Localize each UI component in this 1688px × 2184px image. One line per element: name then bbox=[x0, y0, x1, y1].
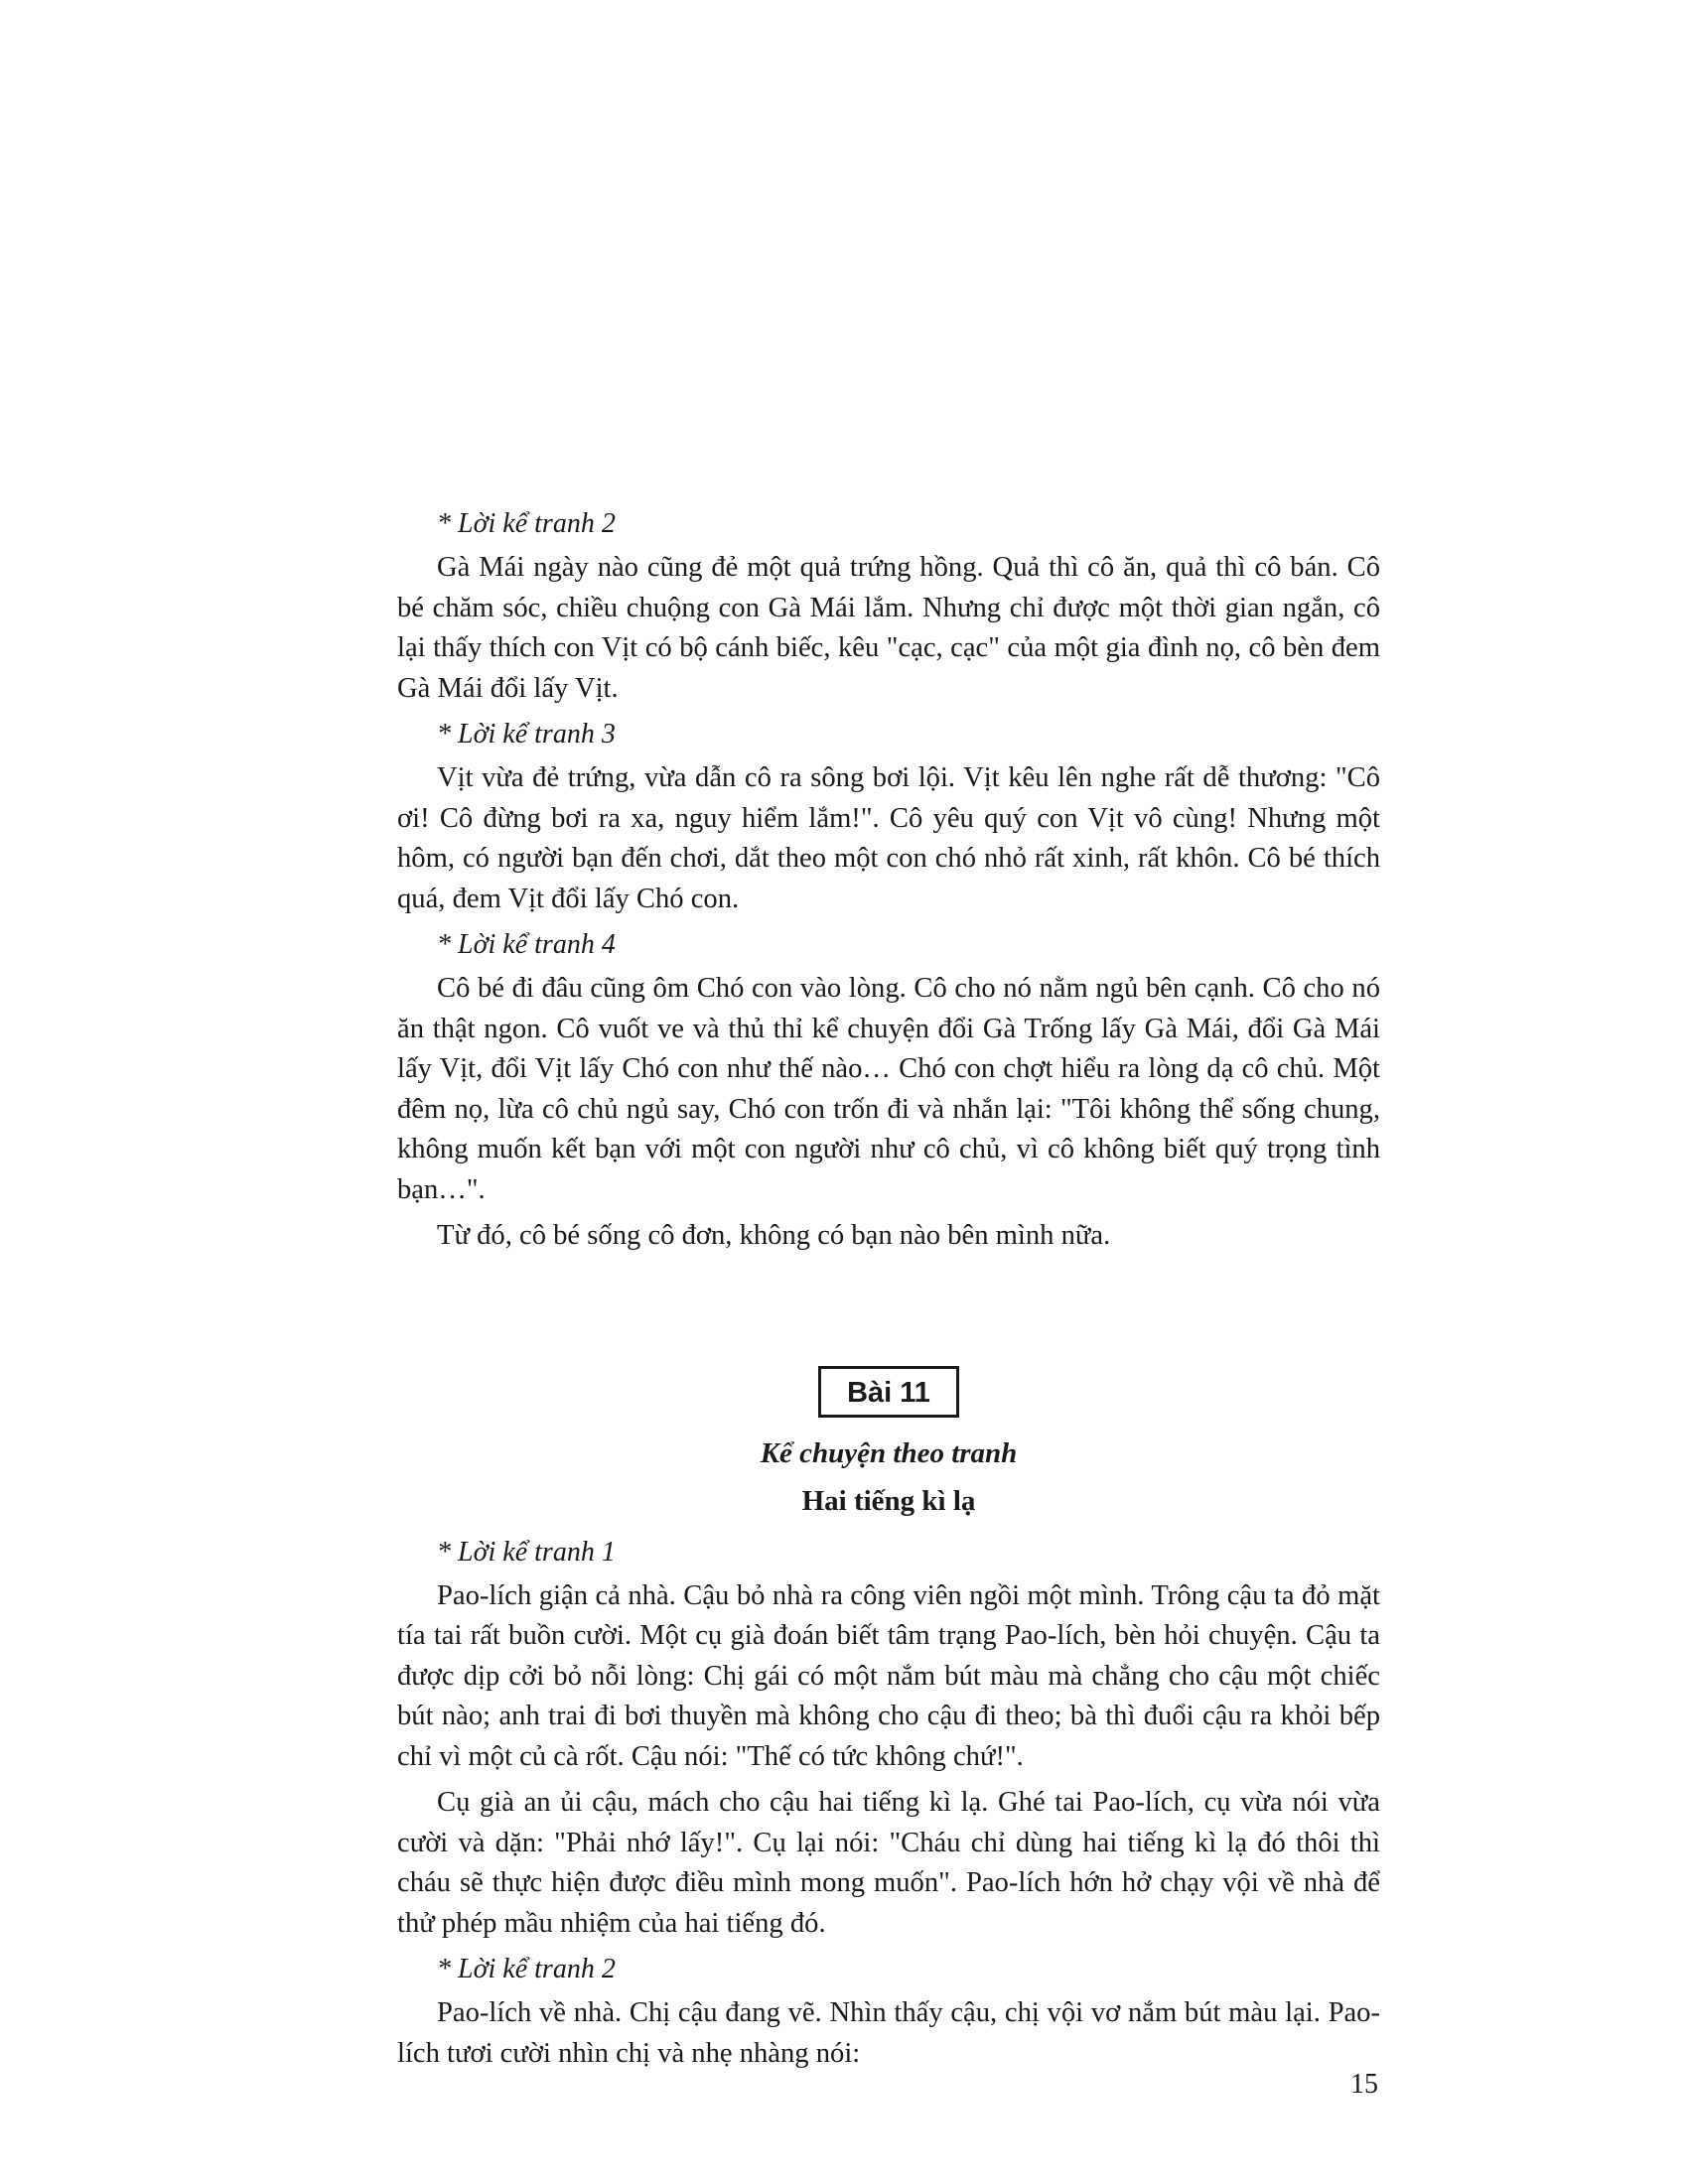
story-title: Hai tiếng kì lạ bbox=[801, 1484, 976, 1517]
lesson-subtitle: Kể chuyện theo tranh bbox=[760, 1436, 1018, 1469]
paragraph: Pao-lích giận cả nhà. Cậu bỏ nhà ra công viên ngồi một mình. Trông cậu ta đỏ mặt tía tai rất buồn cười. Một cụ già đoán biết tâm trạng Pao-lích, bèn hỏi chuyện. Cậu ta được dịp cởi bỏ nỗi lòng: Chị gái có một nắm bút màu mà chẳng cho cậu một chiếc bút nào; anh trai đi bơi thuyền mà không cho cậu đi theo; bà thì đuổi cậu ra khỏi bếp chỉ vì một củ cà rốt. Cậu nói: "Thế có tức không chứ!". bbox=[397, 1579, 1380, 1772]
paragraph: Gà Mái ngày nào cũng đẻ một quả trứng hồng. Quả thì cô ăn, quả thì cô bán. Cô bé chăm sóc, chiều chuộng con Gà Mái lắm. Nhưng chỉ được một thời gian ngắn, cô lại thấy thích con Vịt có bộ cánh biếc, kêu "cạc, cạc" của một gia đình nọ, cô bèn đem Gà Mái đổi lấy Vịt. bbox=[397, 552, 1380, 704]
picture-label: * Lời kể tranh 2 bbox=[437, 1954, 616, 1984]
lesson-number-box: Bài 11 bbox=[818, 1366, 959, 1418]
picture-label: * Lời kể tranh 3 bbox=[437, 719, 616, 750]
picture-label: * Lời kể tranh 2 bbox=[437, 508, 616, 539]
picture-label: * Lời kể tranh 1 bbox=[437, 1536, 616, 1568]
paragraph: Từ đó, cô bé sống cô đơn, không có bạn nào bên mình nữa. bbox=[437, 1220, 1111, 1251]
picture-label: * Lời kể tranh 4 bbox=[437, 929, 616, 960]
page-number: 15 bbox=[1350, 2069, 1378, 2100]
lesson-header bbox=[397, 1366, 1380, 1418]
paragraph: Vịt vừa đẻ trứng, vừa dẫn cô ra sông bơi lội. Vịt kêu lên nghe rất dễ thương: "Cô ơi! Cô đừng bơi ra xa, nguy hiểm lắm!". Cô yêu quý con Vịt vô cùng! Nhưng một hôm, có người bạn đến chơi, dắt theo một con chó nhỏ rất xinh, rất khôn. Cô bé thích quá, đem Vịt đổi lấy Chó con. bbox=[397, 762, 1380, 914]
text-column bbox=[397, 504, 1380, 2080]
paragraph: Pao-lích về nhà. Chị cậu đang vẽ. Nhìn thấy cậu, chị vội vơ nắm bút màu lại. Pao-lích tươi cười nhìn chị và nhẹ nhàng nói: bbox=[397, 1997, 1380, 2069]
paragraph: Cô bé đi đâu cũng ôm Chó con vào lòng. Cô cho nó nằm ngủ bên cạnh. Cô cho nó ăn thật ngon. Cô vuốt ve và thủ thỉ kể chuyện đổi Gà Trống lấy Gà Mái, đổi Gà Mái lấy Vịt, đổi Vịt lấy Chó con như thế nào… Chó con chợt hiểu ra lòng dạ cô chủ. Một đêm nọ, lừa cô chủ ngủ say, Chó con trốn đi và nhắn lại: "Tôi không thể sống chung, không muốn kết bạn với một con người như cô chủ, vì cô không biết quý trọng tình bạn…". bbox=[397, 973, 1380, 1205]
paragraph: Cụ già an ủi cậu, mách cho cậu hai tiếng kì lạ. Ghé tai Pao-lích, cụ vừa nói vừa cười và dặn: "Phải nhớ lấy!". Cụ lại nói: "Cháu chỉ dùng hai tiếng kì lạ đó thôi thì cháu sẽ thực hiện được điều mình mong muốn". Pao-lích hớn hở chạy vội về nhà để thử phép mầu nhiệm của hai tiếng đó. bbox=[397, 1787, 1380, 1939]
